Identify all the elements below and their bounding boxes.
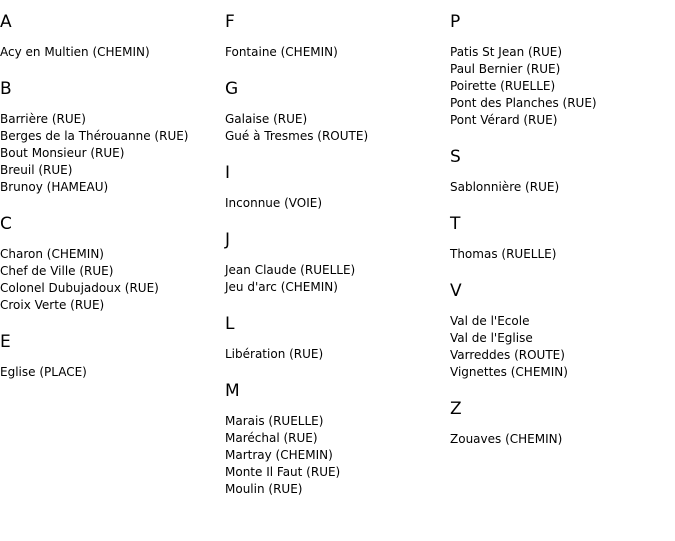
street-index-column-1 xyxy=(0,0,220,399)
street-name: Varreddes (ROUTE) xyxy=(450,348,565,362)
section-letter-heading: T xyxy=(450,214,461,234)
street-name: Thomas (RUELLE) xyxy=(450,247,557,261)
street-name: Jean Claude (RUELLE) xyxy=(225,263,356,277)
street-name: Zouaves (CHEMIN) xyxy=(450,432,563,446)
street-list xyxy=(450,44,670,129)
letter-section-f xyxy=(225,12,445,61)
street-name: Barrière (RUE) xyxy=(0,112,86,126)
letter-section-j xyxy=(225,230,445,296)
street-name: Bout Monsieur (RUE) xyxy=(0,146,125,160)
street-name: Patis St Jean (RUE) xyxy=(450,45,563,59)
street-list xyxy=(225,346,445,363)
street-name: Martray (CHEMIN) xyxy=(225,448,333,462)
street-list xyxy=(225,111,445,145)
street-list xyxy=(450,179,670,196)
street-name: Val de l'Eglise xyxy=(450,331,533,345)
letter-section-g xyxy=(225,79,445,145)
letter-section-b xyxy=(0,79,220,196)
street-name: Marais (RUELLE) xyxy=(225,414,324,428)
street-name: Paul Bernier (RUE) xyxy=(450,62,561,76)
section-letter-heading: G xyxy=(225,79,239,99)
street-list xyxy=(450,246,670,263)
street-list xyxy=(450,431,670,448)
street-list xyxy=(450,313,670,381)
street-list xyxy=(0,44,220,61)
letter-section-p xyxy=(450,12,670,129)
section-letter-heading: A xyxy=(0,12,12,32)
street-name: Libération (RUE) xyxy=(225,347,324,361)
letter-section-i xyxy=(225,163,445,212)
letter-section-l xyxy=(225,314,445,363)
section-letter-heading: B xyxy=(0,79,12,99)
section-letter-heading: I xyxy=(225,163,231,183)
street-name: Gué à Tresmes (ROUTE) xyxy=(225,129,369,143)
street-name: Acy en Multien (CHEMIN) xyxy=(0,45,150,59)
street-name: Pont Vérard (RUE) xyxy=(450,113,558,127)
section-letter-heading: L xyxy=(225,314,235,334)
street-name: Vignettes (CHEMIN) xyxy=(450,365,568,379)
street-name: Charon (CHEMIN) xyxy=(0,247,104,261)
street-list xyxy=(225,262,445,296)
street-index-column-2 xyxy=(225,0,445,516)
letter-section-t xyxy=(450,214,670,263)
letter-section-a xyxy=(0,12,220,61)
street-name: Croix Verte (RUE) xyxy=(0,298,105,312)
street-list xyxy=(0,246,220,314)
street-name: Galaise (RUE) xyxy=(225,112,308,126)
street-list xyxy=(225,44,445,61)
letter-section-v xyxy=(450,281,670,381)
street-list xyxy=(0,111,220,196)
street-name: Colonel Dubujadoux (RUE) xyxy=(0,281,159,295)
section-letter-heading: F xyxy=(225,12,235,32)
street-name: Chef de Ville (RUE) xyxy=(0,264,114,278)
street-index-column-3 xyxy=(450,0,670,466)
street-list xyxy=(225,413,445,498)
street-name: Breuil (RUE) xyxy=(0,163,73,177)
street-list xyxy=(0,364,220,381)
street-name: Jeu d'arc (CHEMIN) xyxy=(225,280,338,294)
street-name: Berges de la Thérouanne (RUE) xyxy=(0,129,189,143)
letter-section-c xyxy=(0,214,220,314)
letter-section-m xyxy=(225,381,445,498)
street-name: Eglise (PLACE) xyxy=(0,365,87,379)
street-name: Brunoy (HAMEAU) xyxy=(0,180,109,194)
section-letter-heading: S xyxy=(450,147,461,167)
street-name: Maréchal (RUE) xyxy=(225,431,318,445)
street-name: Fontaine (CHEMIN) xyxy=(225,45,338,59)
section-letter-heading: Z xyxy=(450,399,462,419)
street-name: Moulin (RUE) xyxy=(225,482,303,496)
section-letter-heading: E xyxy=(0,332,11,352)
section-letter-heading: J xyxy=(225,230,231,250)
street-name: Poirette (RUELLE) xyxy=(450,79,556,93)
street-list xyxy=(225,195,445,212)
street-name: Inconnue (VOIE) xyxy=(225,196,323,210)
letter-section-e xyxy=(0,332,220,381)
street-name: Monte Il Faut (RUE) xyxy=(225,465,341,479)
section-letter-heading: V xyxy=(450,281,462,301)
letter-section-s xyxy=(450,147,670,196)
street-name: Val de l'Ecole xyxy=(450,314,530,328)
letter-section-z xyxy=(450,399,670,448)
street-name: Pont des Planches (RUE) xyxy=(450,96,597,110)
street-name: Sablonnière (RUE) xyxy=(450,180,560,194)
section-letter-heading: M xyxy=(225,381,240,401)
section-letter-heading: P xyxy=(450,12,461,32)
section-letter-heading: C xyxy=(0,214,12,234)
